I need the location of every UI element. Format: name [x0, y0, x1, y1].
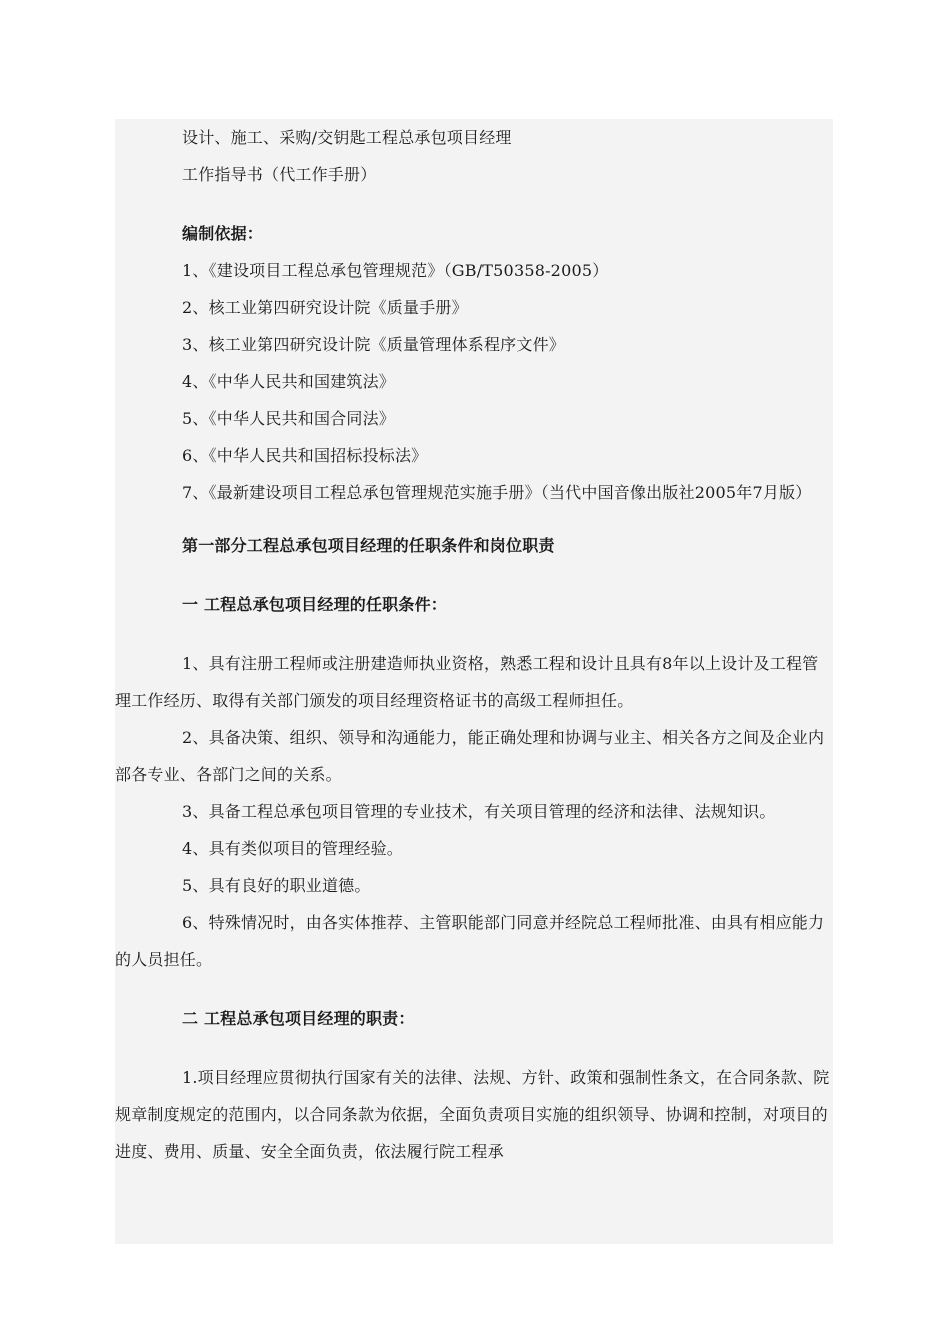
requirement-item: 2、具备决策、组织、领导和沟通能力，能正确处理和协调与业主、相关各方之间及企业内部各专业、各部门之间的关系。: [115, 728, 825, 784]
requirement-item: 5、具有良好的职业道德。: [182, 876, 371, 895]
duty-item: 1.项目经理应贯彻执行国家有关的法律、法规、方针、政策和强制性条文，在合同条款、院规章制度规定的范围内，以合同条款为依据，全面负责项目实施的组织领导、协调和控制，对项目的进度、费用、质量、安全全面负责，依法履行院工程承: [115, 1068, 830, 1161]
section2-heading: 二 工程总承包项目经理的职责：: [182, 1009, 415, 1028]
basis-item: 2、核工业第四研究设计院《质量手册》: [182, 298, 468, 317]
basis-item: 4、《中华人民共和国建筑法》: [182, 372, 395, 391]
basis-item: 1、《建设项目工程总承包管理规范》（GB/T50358-2005）: [182, 261, 609, 280]
document-body: [115, 119, 833, 1170]
document-subtitle: 工作指导书（代工作手册）: [182, 165, 377, 184]
section1-heading: 一 工程总承包项目经理的任职条件：: [182, 595, 447, 614]
basis-heading: 编制依据：: [182, 224, 264, 243]
part1-heading: 第一部分工程总承包项目经理的任职条件和岗位职责: [182, 536, 555, 555]
requirement-item: 4、具有类似项目的管理经验。: [182, 839, 403, 858]
document-title: 设计、施工、采购/交钥匙工程总承包项目经理: [182, 128, 512, 147]
basis-item: 5、《中华人民共和国合同法》: [182, 409, 395, 428]
requirement-item: 6、特殊情况时，由各实体推荐、主管职能部门同意并经院总工程师批准、由具有相应能力的人员担任。: [115, 913, 825, 969]
requirement-item: 3、具备工程总承包项目管理的专业技术，有关项目管理的经济和法律、法规知识。: [182, 802, 776, 821]
basis-item: 3、核工业第四研究设计院《质量管理体系程序文件》: [182, 335, 565, 354]
basis-item: 7、《最新建设项目工程总承包管理规范实施手册》（当代中国音像出版社2005年7月版）: [182, 483, 812, 502]
requirement-item: 1、具有注册工程师或注册建造师执业资格，熟悉工程和设计且具有8年以上设计及工程管理工作经历、取得有关部门颁发的项目经理资格证书的高级工程师担任。: [115, 654, 819, 710]
basis-item: 6、《中华人民共和国招标投标法》: [182, 446, 428, 465]
